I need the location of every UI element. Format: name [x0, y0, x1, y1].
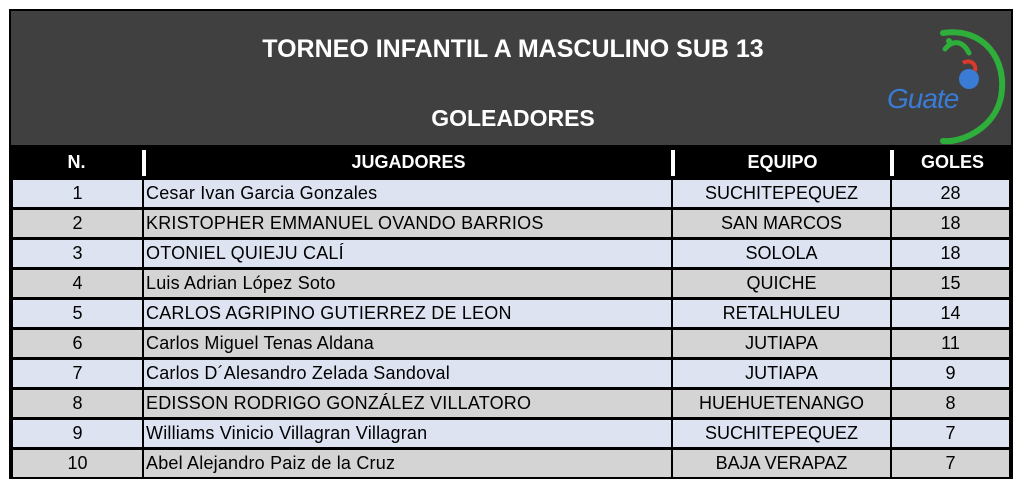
- goals-count: 18: [892, 240, 1009, 267]
- row-number: 4: [13, 270, 142, 297]
- player-name: CARLOS AGRIPINO GUTIERREZ DE LEON: [144, 300, 671, 327]
- goals-count: 28: [892, 180, 1009, 207]
- player-name: OTONIEL QUIEJU CALÍ: [144, 240, 671, 267]
- goals-count: 11: [892, 330, 1009, 357]
- logo-wordmark: Guate: [887, 83, 959, 114]
- team-name: HUEHUETENANGO: [673, 390, 890, 417]
- player-name: Abel Alejandro Paiz de la Cruz: [144, 450, 671, 477]
- team-name: QUICHE: [673, 270, 890, 297]
- team-name: RETALHULEU: [673, 300, 890, 327]
- goals-count: 7: [892, 420, 1009, 447]
- page-subtitle: GOLEADORES: [431, 105, 595, 131]
- team-name: BAJA VERAPAZ: [673, 450, 890, 477]
- row-number: 9: [13, 420, 142, 447]
- player-name: Carlos D´Alesandro Zelada Sandoval: [144, 360, 671, 387]
- table-row: [11, 389, 1011, 419]
- table-row: [11, 329, 1011, 359]
- column-header-players: JUGADORES: [351, 152, 466, 172]
- row-number: 3: [13, 240, 142, 267]
- goals-count: 7: [892, 450, 1009, 477]
- column-header-team: EQUIPO: [747, 152, 818, 172]
- team-name: SUCHITEPEQUEZ: [673, 180, 890, 207]
- team-name: SUCHITEPEQUEZ: [673, 420, 890, 447]
- team-name: SAN MARCOS: [673, 210, 890, 237]
- table-row: [11, 419, 1011, 449]
- goals-count: 15: [892, 270, 1009, 297]
- goals-count: 18: [892, 210, 1009, 237]
- table-row: [11, 299, 1011, 329]
- table-row: [11, 179, 1011, 209]
- team-name: JUTIAPA: [673, 330, 890, 357]
- table-row: [11, 239, 1011, 269]
- title-banner: [9, 9, 1013, 147]
- table-row: [11, 359, 1011, 389]
- page-title: TORNEO INFANTIL A MASCULINO SUB 13: [262, 35, 764, 63]
- table-row: [11, 209, 1011, 239]
- goals-count: 14: [892, 300, 1009, 327]
- row-number: 6: [13, 330, 142, 357]
- player-name: Luis Adrian López Soto: [144, 270, 671, 297]
- player-name: Carlos Miguel Tenas Aldana: [144, 330, 671, 357]
- row-number: 2: [13, 210, 142, 237]
- guate-logo: [883, 19, 1013, 147]
- team-name: SOLOLA: [673, 240, 890, 267]
- player-name: EDISSON RODRIGO GONZÁLEZ VILLATORO: [144, 390, 671, 417]
- goals-count: 8: [892, 390, 1009, 417]
- goals-count: 9: [892, 360, 1009, 387]
- row-number: 8: [13, 390, 142, 417]
- table-row: [11, 269, 1011, 299]
- column-header-number: N.: [67, 152, 86, 172]
- row-number: 10: [13, 450, 142, 477]
- table-header: [11, 148, 1011, 178]
- table-row: [11, 449, 1011, 479]
- column-header-goals: GOLES: [920, 152, 984, 172]
- player-name: KRISTOPHER EMMANUEL OVANDO BARRIOS: [144, 210, 671, 237]
- row-number: 1: [13, 180, 142, 207]
- player-name: Williams Vinicio Villagran Villagran: [144, 420, 671, 447]
- row-number: 5: [13, 300, 142, 327]
- team-name: JUTIAPA: [673, 360, 890, 387]
- row-number: 7: [13, 360, 142, 387]
- player-name: Cesar Ivan Garcia Gonzales: [144, 180, 671, 207]
